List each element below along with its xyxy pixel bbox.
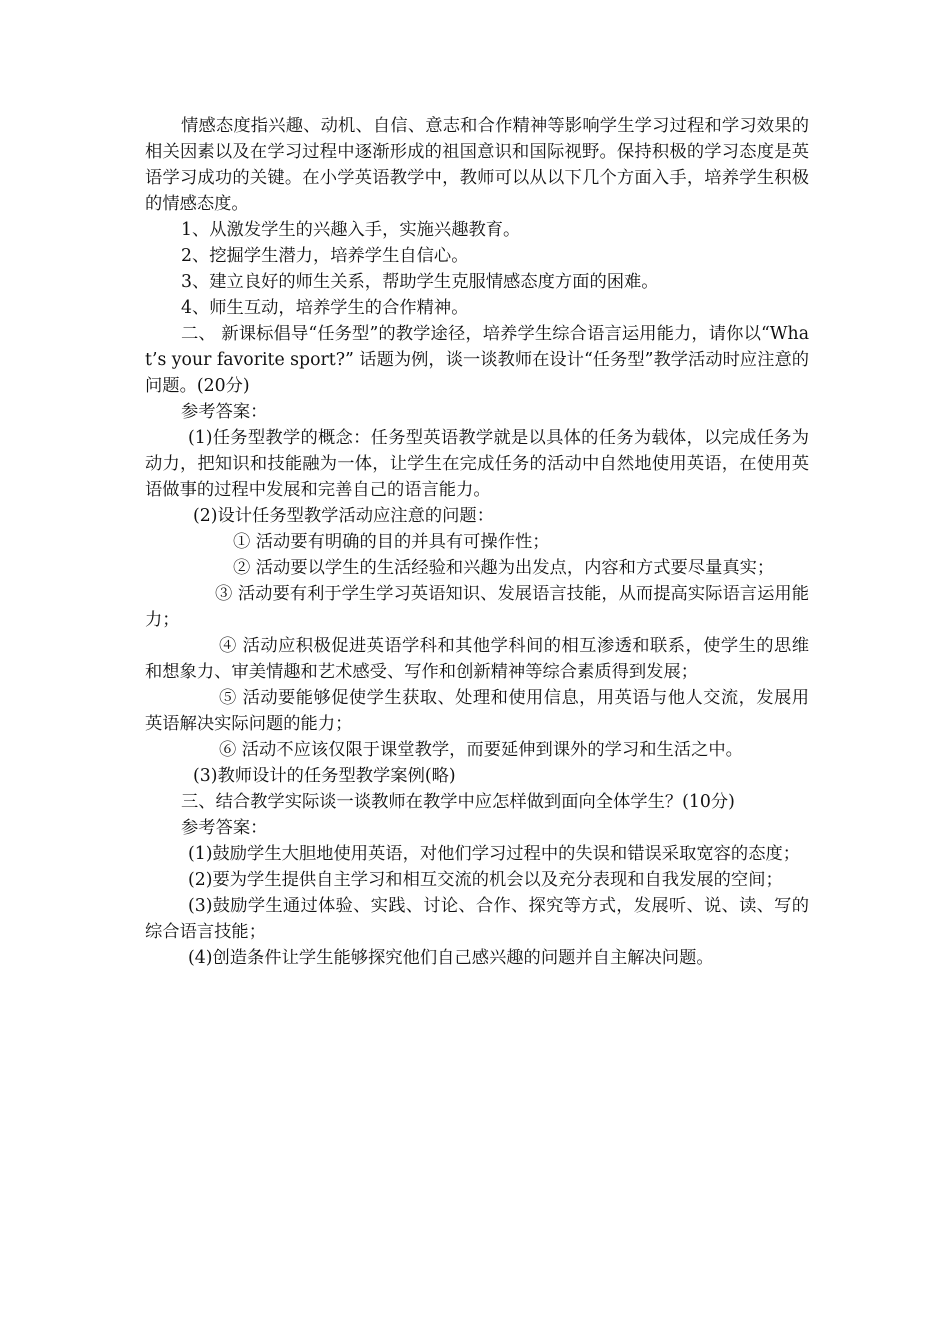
- paragraph: (1)任务型教学的概念：任务型英语教学就是以具体的任务为载体，以完成任务为动力，把知识和技能融为一体，让学生在完成任务的活动中自然地使用英语，在使用英语做事的过程中发展和完善自己的语言能力。: [145, 428, 809, 500]
- paragraph: 3、建立良好的师生关系，帮助学生克服情感态度方面的困难。: [181, 272, 659, 292]
- list-item: ④ 活动应积极促进英语学科和其他学科间的相互渗透和联系，使学生的思维和想象力、审美情趣和艺术感受、写作和创新精神等综合素质得到发展；: [145, 636, 809, 682]
- paragraph: 4、师生互动，培养学生的合作精神。: [181, 298, 469, 318]
- paragraph: (2)设计任务型教学活动应注意的问题：: [193, 506, 494, 526]
- paragraph: (3)鼓励学生通过体验、实践、讨论、合作、探究等方式，发展听、说、读、写的综合语言技能；: [145, 896, 809, 942]
- paragraph: (4)创造条件让学生能够探究他们自己感兴趣的问题并自主解决问题。: [188, 948, 714, 968]
- list-item: ⑥ 活动不应该仅限于课堂教学，而要延伸到课外的学习和生活之中。: [219, 740, 743, 760]
- paragraph: 1、从激发学生的兴趣入手，实施兴趣教育。: [181, 220, 521, 240]
- answer-label: 参考答案：: [181, 402, 268, 422]
- list-item: ② 活动要以学生的生活经验和兴趣为出发点，内容和方式要尽量真实；: [233, 558, 775, 578]
- question-heading: 三、结合教学实际谈一谈教师在教学中应怎样做到面向全体学生？(10分): [181, 792, 735, 812]
- paragraph: 情感态度指兴趣、动机、自信、意志和合作精神等影响学生学习过程和学习效果的相关因素以及在学习过程中逐渐形成的祖国意识和国际视野。保持积极的学习态度是英语学习成功的关键。在小学英语教学中，教师可以从以下几个方面入手，培养学生积极的情感态度。: [145, 116, 809, 214]
- list-item: ③ 活动要有利于学生学习英语知识、发展语言技能，从而提高实际语言运用能力；: [145, 584, 809, 630]
- list-item: ⑤ 活动要能够促使学生获取、处理和使用信息，用英语与他人交流，发展用英语解决实际问题的能力；: [145, 688, 809, 734]
- paragraph: 2、挖掘学生潜力，培养学生自信心。: [181, 246, 469, 266]
- document-body: [145, 113, 809, 971]
- answer-label: 参考答案：: [181, 818, 268, 838]
- paragraph: (2)要为学生提供自主学习和相互交流的机会以及充分表现和自我发展的空间；: [188, 870, 783, 890]
- paragraph: (1)鼓励学生大胆地使用英语，对他们学习过程中的失误和错误采取宽容的态度；: [188, 844, 801, 864]
- list-item: ① 活动要有明确的目的并具有可操作性；: [233, 532, 550, 552]
- paragraph: (3)教师设计的任务型教学案例(略): [193, 766, 456, 786]
- question-heading: 二、 新课标倡导“任务型”的教学途径，培养学生综合语言运用能力，请你以“What’s your favorite sport?” 话题为例，谈一谈教师在设计“任务型”教学活动时应注意的问题。(20分): [145, 324, 810, 396]
